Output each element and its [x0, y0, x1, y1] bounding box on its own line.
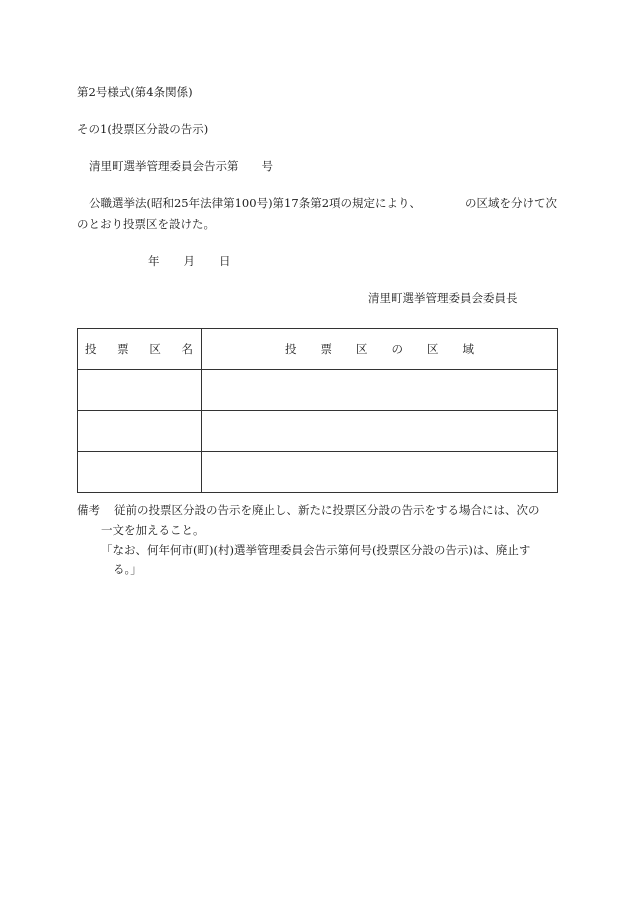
district-area-cell [202, 370, 558, 411]
table-header-row [78, 329, 558, 370]
header-char: の [391, 342, 403, 356]
header-char: 域 [462, 342, 474, 356]
header-district-area [202, 329, 558, 370]
remarks-quote-line-2: る。」 [113, 562, 142, 576]
header-char: 区 [356, 342, 368, 356]
district-name-cell [78, 370, 202, 411]
header-char: 投 [85, 342, 97, 356]
table-row [78, 452, 558, 493]
header-char: 投 [285, 342, 297, 356]
remarks-line-2: 一文を加えること。 [101, 523, 205, 537]
district-name-cell [78, 411, 202, 452]
table-row [78, 370, 558, 411]
header-char: 区 [427, 342, 439, 356]
district-area-cell [202, 452, 558, 493]
table-row [78, 411, 558, 452]
header-char: 区 [149, 342, 161, 356]
signer-title: 清里町選挙管理委員会委員長 [368, 291, 518, 305]
form-title: 第2号様式(第4条関係) [77, 85, 193, 99]
voting-district-table [77, 328, 558, 493]
notice-body-line-1 [89, 196, 557, 210]
remarks-label: 備考 [77, 503, 100, 517]
date-day: 日 [219, 254, 231, 268]
header-char: 票 [320, 342, 332, 356]
notice-body-line-2: のとおり投票区を設けた。 [77, 217, 215, 231]
header-char: 名 [181, 342, 193, 356]
form-subtitle: その1(投票区分設の告示) [77, 122, 209, 136]
header-char: 票 [117, 342, 129, 356]
remarks-line-1 [77, 503, 540, 517]
remarks-text: 従前の投票区分設の告示を廃止し、新たに投票区分設の告示をする場合には、次の [114, 503, 540, 517]
notice-number: 清里町選挙管理委員会告示第 号 [89, 159, 273, 173]
district-area-cell [202, 411, 558, 452]
district-name-cell [78, 452, 202, 493]
date-month: 月 [183, 254, 195, 268]
date-line [148, 254, 231, 268]
notice-body-text-a: 公職選挙法(昭和25年法律第100号)第17条第2項の規定により、 [89, 196, 422, 210]
date-year: 年 [148, 254, 160, 268]
header-district-name [78, 329, 202, 370]
notice-body-text-b: の区域を分けて次 [465, 196, 558, 210]
remarks-quote-line-1: 「なお、何年何市(町)(村)選挙管理委員会告示第何号(投票区分設の告示)は、廃止す [101, 543, 531, 557]
